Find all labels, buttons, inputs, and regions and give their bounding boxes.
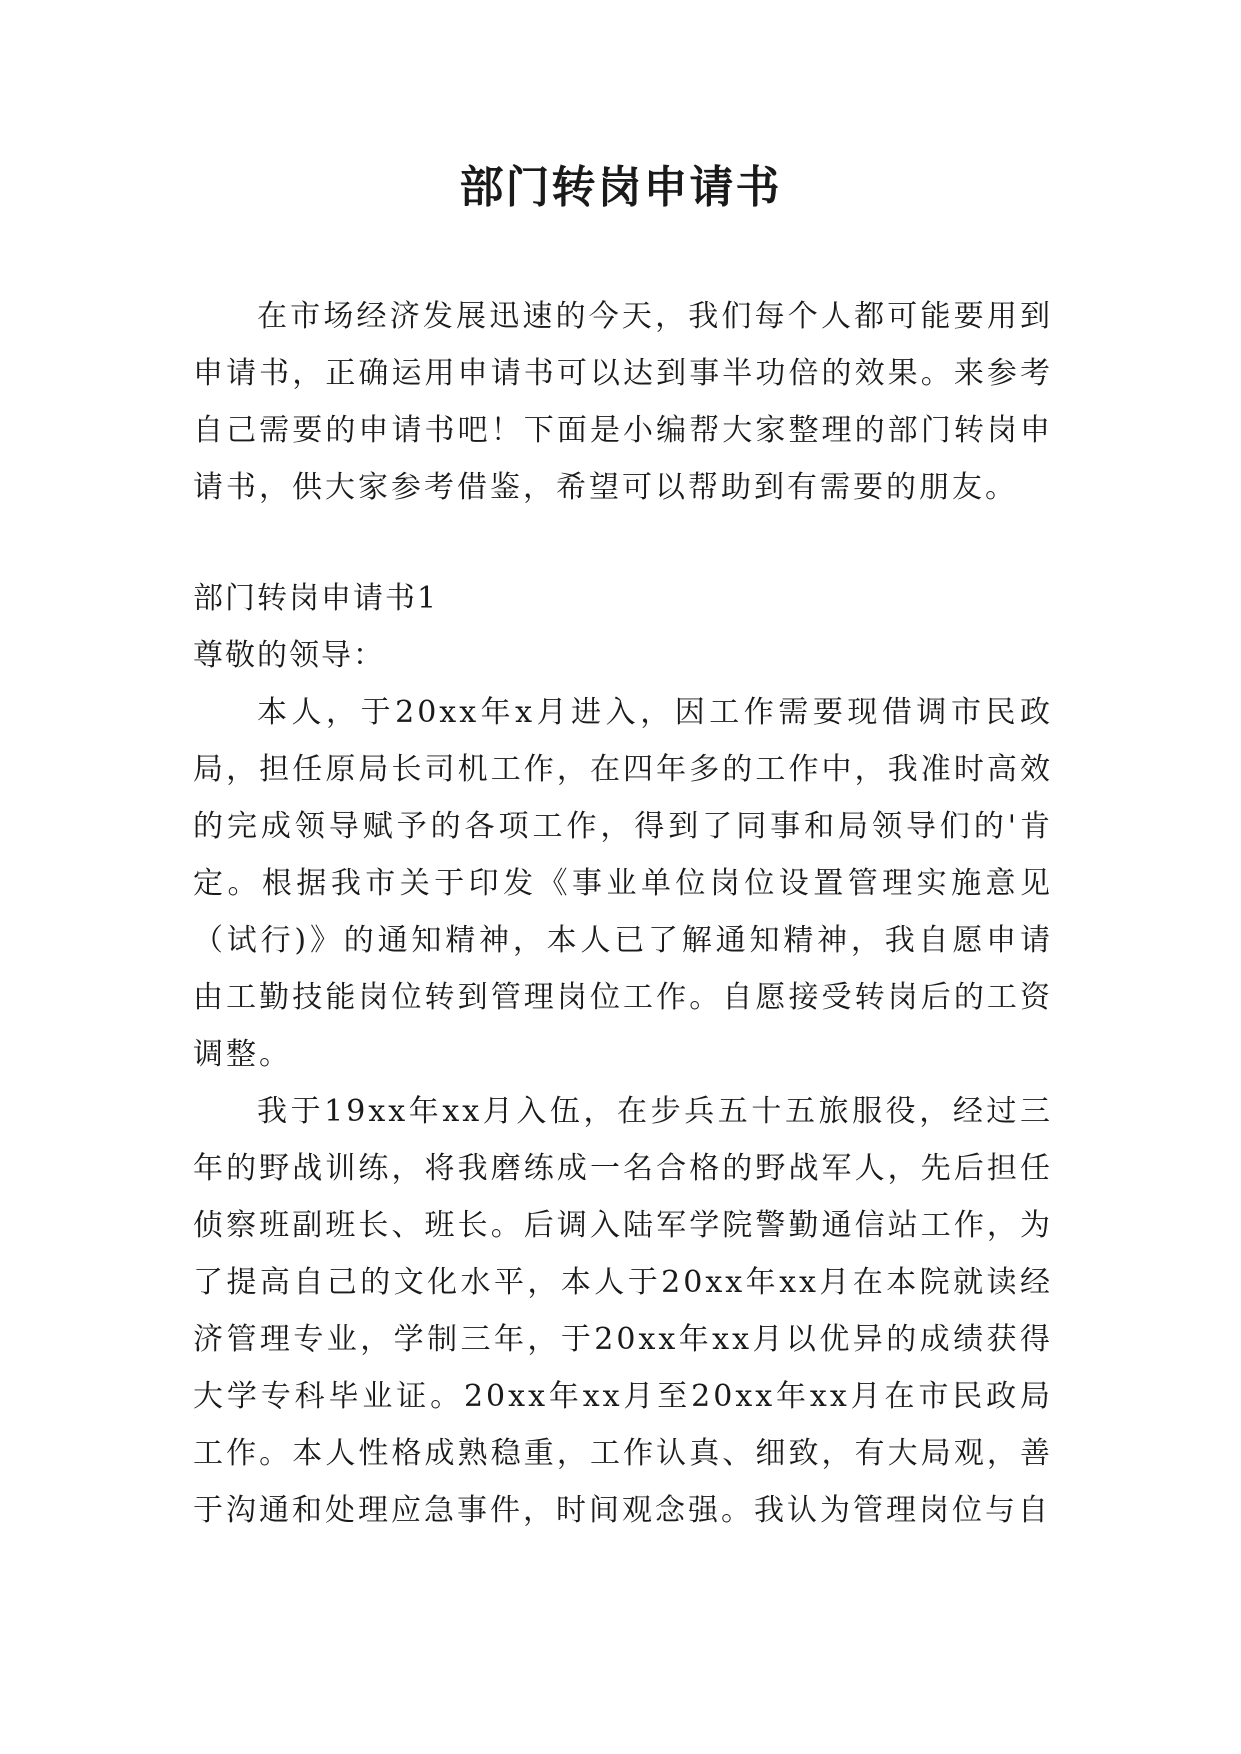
document-title: 部门转岗申请书 xyxy=(459,162,782,213)
document-body xyxy=(193,288,1053,1539)
salutation: 尊敬的领导： xyxy=(193,638,385,673)
body-paragraph-2: 我于19xx年xx月入伍，在步兵五十五旅服役，经过三年的野战训练，将我磨练成一名合格的野战军人，先后担任侦察班副班长、班长。后调入陆军学院警勤通信站工作，为了提高自己的文化水平，本人于20xx年xx月在本院就读经济管理专业，学制三年，于20xx年xx月以优异的成绩获得大学专科毕业证。20xx年xx月至20xx年xx月在市民政局工作。本人性格成熟稳重，工作认真、细致，有大局观，善于沟通和处理应急事件，时间观念强。我认为管理岗位与自 xyxy=(193,1094,1053,1528)
body-paragraph-1: 本人，于20xx年x月进入，因工作需要现借调市民政局，担任原局长司机工作，在四年多的工作中，我准时高效的完成领导赋予的各项工作，得到了同事和局领导们的'肯定。根据我市关于印发《事业单位岗位设置管理实施意见（试行)》的通知精神，本人已了解通知精神，我自愿申请由工勤技能岗位转到管理岗位工作。自愿接受转岗后的工资调整。 xyxy=(193,695,1053,1072)
intro-paragraph: 在市场经济发展迅速的今天，我们每个人都可能要用到申请书，正确运用申请书可以达到事半功倍的效果。来参考自己需要的申请书吧！下面是小编帮大家整理的部门转岗申请书，供大家参考借鉴，希望可以帮助到有需要的朋友。 xyxy=(193,299,1053,505)
section-heading: 部门转岗申请书1 xyxy=(193,581,439,616)
